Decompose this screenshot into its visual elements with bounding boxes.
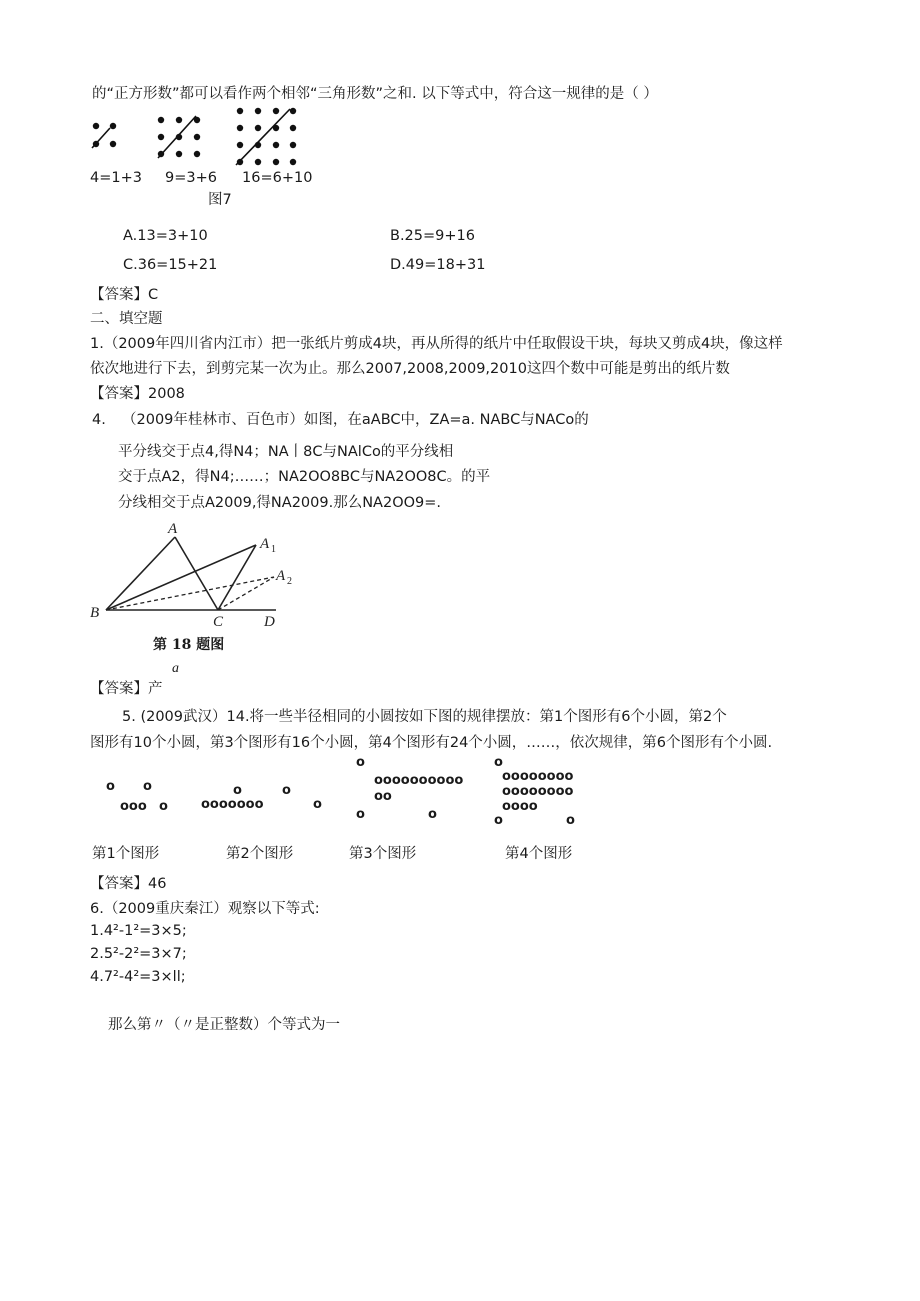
figure-label-2: 第2个图形	[226, 846, 294, 862]
vertex-label-a1-sub: 1	[271, 544, 276, 555]
question-6-tail: 那么第〃（〃是正整数）个等式为一	[108, 1017, 340, 1033]
circle-row: o	[233, 783, 242, 798]
circle-row: oooooooo	[502, 784, 574, 799]
circle-row: o	[428, 807, 437, 822]
figure-18-caption: 第 18 题图	[153, 637, 225, 653]
circle-row: oo	[374, 789, 392, 804]
circle-row: oooooooo	[502, 769, 574, 784]
vertex-label-a1: A	[260, 536, 270, 552]
circle-row: o	[159, 799, 168, 814]
circle-row: ooooooo	[201, 797, 264, 812]
option-b: B.25=9+16	[390, 228, 475, 244]
circle-row: o	[356, 755, 365, 770]
vertex-label-a2-sub: 2	[287, 576, 292, 587]
answer-3: 【答案】产	[90, 681, 163, 697]
question-6-equation-3: 4.7²-4²=3×ll;	[90, 969, 186, 985]
question-4-line-3: 交于点A2，得N4;……；NA2OO8BC与NA2OO8C。的平	[118, 469, 491, 485]
question-6-equation-2: 2.5²-2²=3×7;	[90, 946, 187, 962]
dot-caption-1: 4=1+3	[90, 170, 142, 186]
vertex-label-a2: A	[276, 568, 286, 584]
question-4-line-2: 平分线交于点4,得N4；NA丨8C与NAlCo的平分线相	[118, 444, 454, 460]
figure-label-4: 第4个图形	[505, 846, 573, 862]
circle-row: o	[494, 755, 503, 770]
vertex-label-a: A	[168, 521, 178, 537]
dot-caption-2: 9=3+6	[165, 170, 217, 186]
circle-row: o	[494, 813, 503, 828]
vertex-label-d: D	[264, 614, 275, 630]
circle-row: o	[282, 783, 291, 798]
question-4-line-4: 分线相交于点A2009,得NA2009.那么NA2OO9=.	[118, 495, 442, 511]
circle-row: oooooooooo	[374, 773, 464, 788]
circle-row: ooo	[120, 799, 147, 814]
figure-7-label: 图7	[208, 192, 232, 208]
figure-label-1: 第1个图形	[92, 846, 160, 862]
dot-figure-4x4	[232, 103, 302, 173]
question-5-line-1: 5. (2009武汉）14.将一些半径相同的小圆按如下图的规律摆放：第1个图形有6个小圆，第2个	[122, 709, 727, 725]
vertex-label-c: C	[213, 614, 224, 630]
circle-row: o	[313, 797, 322, 812]
circle-row: o	[356, 807, 365, 822]
answer-2: 【答案】2008	[90, 386, 185, 402]
triangle-figure	[88, 520, 298, 640]
question-4-number: 4.	[92, 412, 106, 428]
question-4-line-1: （2009年桂林市、百色市）如图，在aABC中，ZA=a. NABC与NACo的	[122, 412, 589, 428]
option-a: A.13=3+10	[123, 228, 208, 244]
question-5-line-2: 图形有10个小圆，第3个图形有16个小圆，第4个图形有24个小圆，……，依次规律，第6个图形有个小圆.	[90, 735, 773, 751]
section-fill-in-title: 二、填空题	[90, 311, 163, 327]
vertex-label-b: B	[90, 605, 100, 621]
answer-1: 【答案】C	[90, 287, 159, 303]
circle-row: oooo	[502, 799, 538, 814]
question-intro-text: 的“正方形数”都可以看作两个相邻“三角形数”之和. 以下等式中，符合这一规律的是（ ）	[92, 86, 658, 102]
question-6-equation-1: 1.4²-1²=3×5;	[90, 923, 187, 939]
circle-row: o	[566, 813, 575, 828]
question-1-line-2: 依次地进行下去，到剪完某一次为止。那么2007,2008,2009,2010这四个数中可能是剪出的纸片数	[90, 361, 730, 377]
question-1-line-1: 1.（2009年四川省内江市）把一张纸片剪成4块，再从所得的纸片中任取假设干块，每块又剪成4块，像这样	[90, 336, 783, 352]
circle-row: o	[106, 779, 115, 794]
dot-figure-3x3	[152, 112, 212, 172]
dot-caption-3: 16=6+10	[242, 170, 313, 186]
dot-figure-2x2	[88, 118, 128, 158]
figure-label-3: 第3个图形	[349, 846, 417, 862]
question-6-heading: 6.（2009重庆秦江）观察以下等式:	[90, 901, 320, 917]
figure-18-a: a	[172, 661, 179, 676]
circle-row: o	[143, 779, 152, 794]
option-d: D.49=18+31	[390, 257, 486, 273]
option-c: C.36=15+21	[123, 257, 218, 273]
answer-4: 【答案】46	[90, 876, 167, 892]
